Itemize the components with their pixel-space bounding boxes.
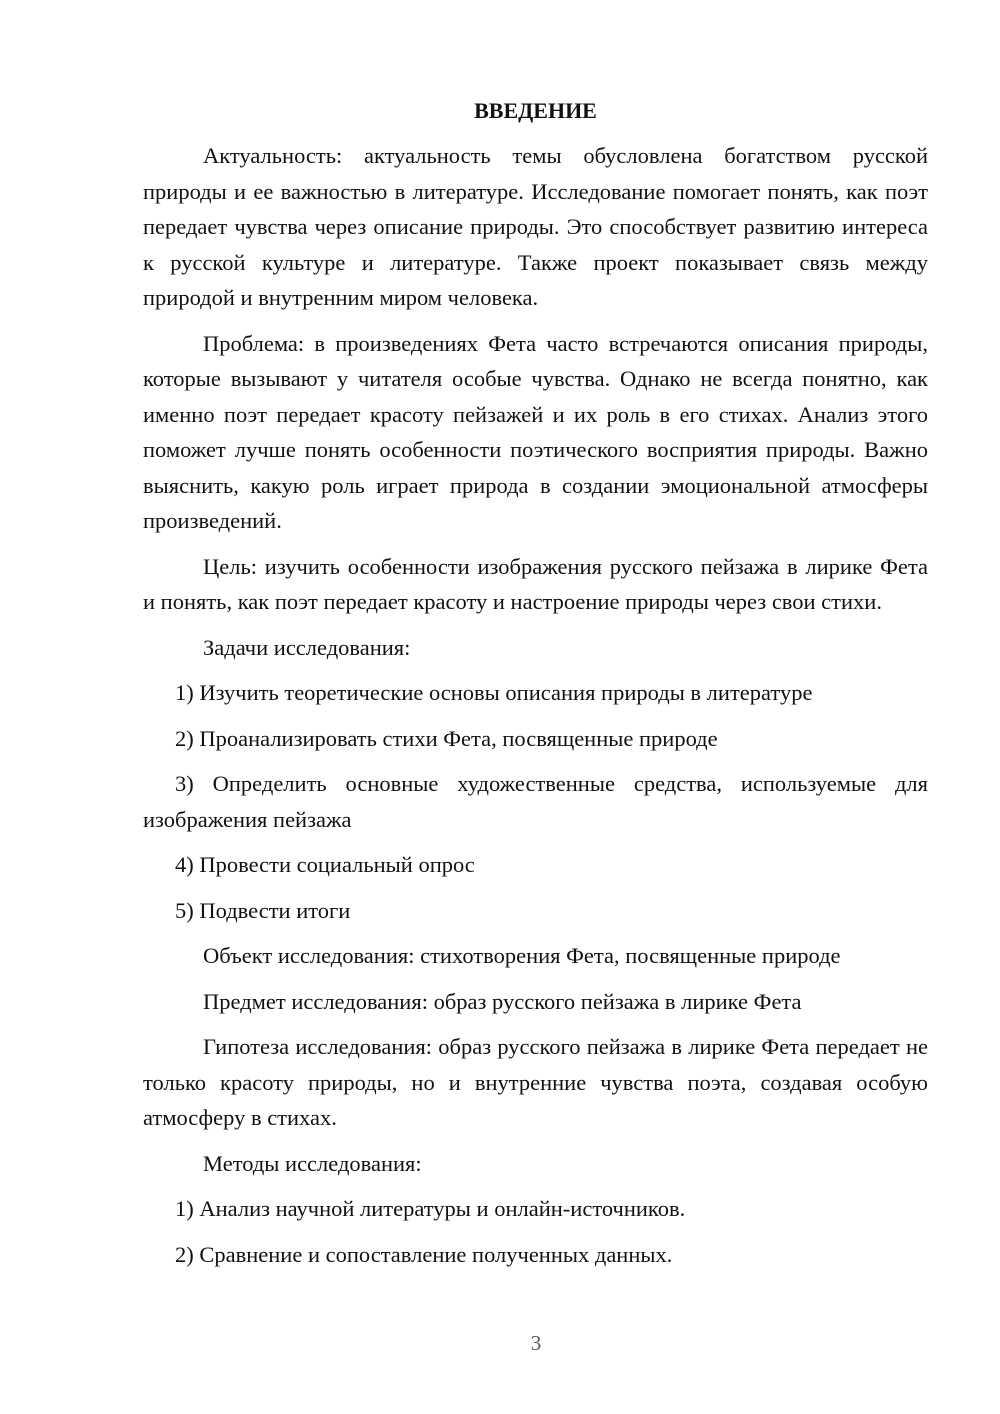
goal-paragraph: Цель: изучить особенности изображения русского пейзажа в лирике Фета и понять, как поэт передает красоту и настроение природы через свои стихи. — [143, 553, 928, 614]
tasks-list — [143, 675, 928, 928]
list-item: 2) Проанализировать стихи Фета, посвященные природе — [175, 725, 718, 751]
list-item: 3) Определить основные художественные средства, используемые для изображения пейзажа — [143, 771, 928, 832]
document-page — [143, 94, 928, 1282]
list-item: 2) Сравнение и сопоставление полученных данных. — [175, 1241, 673, 1267]
hypothesis-paragraph: Гипотеза исследования: образ русского пейзажа в лирике Фета передает не только красоту природы, но и внутренние чувства поэта, создавая особую атмосферу в стихах. — [143, 1034, 928, 1130]
list-item: 1) Анализ научной литературы и онлайн-источников. — [175, 1196, 686, 1221]
object-line: Объект исследования: стихотворения Фета, посвященные природе — [203, 943, 841, 968]
tasks-heading: Задачи исследования: — [203, 634, 411, 660]
list-item: 5) Подвести итоги — [175, 897, 351, 923]
page-title: ВВЕДЕНИЕ — [474, 98, 597, 123]
list-item: 1) Изучить теоретические основы описания природы в литературе — [175, 680, 813, 705]
page-number: 3 — [530, 1331, 542, 1355]
list-item: 4) Провести социальный опрос — [175, 852, 475, 877]
methods-heading: Методы исследования: — [203, 1150, 422, 1176]
methods-list — [143, 1191, 928, 1272]
subject-line: Предмет исследования: образ русского пейзажа в лирике Фета — [203, 988, 802, 1014]
problem-paragraph: Проблема: в произведениях Фета часто встречаются описания природы, которые вызывают у читателя особые чувства. Однако не всегда понятно, как именно поэт передает красоту пейзажей и их роль в его стихах. Анализ этого поможет лучше понять особенности поэтического восприятия природы. Важно выяснить, какую роль играет природа в создании эмоциональной атмосферы произведений. — [143, 330, 928, 533]
relevance-paragraph: Актуальность: актуальность темы обусловлена богатством русской природы и ее важностью в литературе. Исследование помогает понять, как поэт передает чувства через описание природы. Это способствует развитию интереса к русской культуре и литературе. Также проект показывает связь между природой и внутренним миром человека. — [143, 143, 928, 310]
